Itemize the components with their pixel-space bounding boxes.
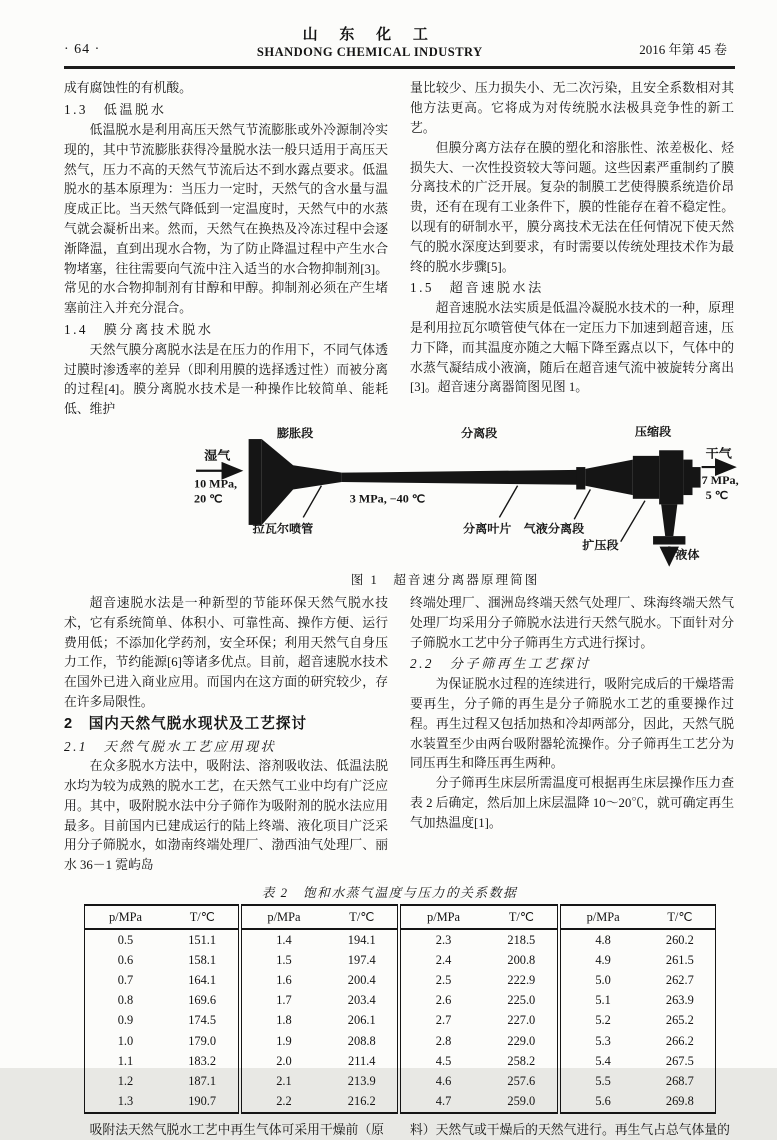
compressor-shape-a	[633, 456, 659, 499]
table-row	[84, 929, 715, 950]
table-cell: 0.8	[84, 991, 166, 1011]
inlet-plate-shape	[249, 439, 262, 525]
supersonic-separator-diagram	[192, 426, 738, 566]
leader-line	[621, 501, 645, 542]
table-cell: 216.2	[347, 1094, 376, 1109]
table-cell: 1.1	[84, 1051, 166, 1071]
table-cell: 169.6	[188, 993, 217, 1008]
figure-label-outlet-cond2: 5 ℃	[705, 489, 729, 502]
table-cell: 2.4	[399, 950, 485, 970]
table-cell: 261.5	[645, 950, 715, 970]
table-cell: 2.5	[399, 970, 485, 990]
paragraph: 超音速脱水法实质是低温冷凝脱水技术的一种，原理是利用拉瓦尔喷管使气体在一定压力下加速到超音速，压力下降，而其温度亦随之大幅下降至露点以下，气体中的水蒸气凝结成小液滴，随后在超音速气流中被旋转分离出[3]。超音速分离器简图见图 1。	[410, 301, 734, 395]
table-cell: 164.1	[188, 973, 217, 988]
table-cell: 187.1	[188, 1073, 217, 1088]
figure-1-caption: 图 1 超音速分离器原理简图	[350, 572, 540, 587]
text-block-middle	[64, 594, 735, 876]
table-cell: 4.7	[399, 1092, 485, 1113]
figure-label-separation: 分离段	[460, 427, 498, 440]
column-right-middle	[410, 594, 734, 876]
table-body	[84, 929, 715, 1113]
table-cell: 5.1	[559, 991, 645, 1011]
paragraph: 吸附法天然气脱水工艺中再生气体可采用干燥前（原	[89, 1122, 384, 1137]
paragraph: 超音速脱水法是一种新型的节能环保天然气脱水技术，它有系统简单、体积小、可靠性高、操作方便、运行费用低；不添加化学药剂，安全环保；利用天然气自身压力工作，节约能源[6]等诸多优点。目前，超音速脱水技术在国外已进入商业应用。而国内在这方面的研究较少，存在许多局限性。	[64, 595, 388, 709]
header-rule	[64, 66, 735, 69]
table-cell: 5.2	[559, 1011, 645, 1031]
table-row	[84, 991, 715, 1011]
page-number: · 64 ·	[64, 42, 101, 58]
text-block-bottom	[64, 1121, 735, 1140]
figure-1	[192, 426, 738, 588]
table-cell: 259.0	[507, 1094, 536, 1109]
table-header-row	[84, 905, 715, 929]
table-cell: 211.4	[348, 1053, 376, 1068]
table-cell: 0.5	[84, 929, 166, 950]
table-cell: 151.1	[188, 932, 217, 947]
table-2-title: 表 2 饱和水蒸气温度与压力的关系数据	[261, 886, 518, 901]
paragraph: 但膜分离方法存在膜的塑化和溶胀性、浓差极化、烃损失大、一次性投资较大等问题。这些因素严重制约了膜分离技术的广泛开展。复杂的制膜工艺使得膜系统造价昂贵，还有在现有工业条件下，膜的性能存在着不稳定性。以现有的研制水平，膜分离技术无法在任何情况下使天然气的脱水深度达到要求，有时需要以传统处理技术作为最终的脱水步骤[5]。	[410, 140, 734, 274]
table-cell: 2.3	[399, 929, 485, 950]
table-cell: 229.0	[507, 1033, 536, 1048]
table-header	[84, 905, 715, 929]
issue-volume: 2016 年第 45 卷	[639, 42, 727, 58]
table-cell: 2.7	[399, 1011, 485, 1031]
figure-label-outlet-gas: 干气	[705, 447, 732, 461]
table-cell: 158.1	[188, 952, 217, 967]
table-row	[84, 950, 715, 970]
table-cell: 2.6	[399, 991, 485, 1011]
table-cell: 194.1	[347, 932, 376, 947]
table-row	[84, 1071, 715, 1091]
figure-label-diffuser: 扩压段	[582, 539, 619, 552]
paragraph: 终端处理厂、涠洲岛终端天然气处理厂、珠海终端天然气处理厂均采用分子筛脱水法进行天然气脱水。下面针对分子筛脱水工艺中分子筛再生方式进行探讨。	[410, 595, 734, 650]
table-cell: 1.7	[240, 991, 326, 1011]
figure-label-laval: 拉瓦尔喷管	[252, 522, 314, 536]
journal-title-en: SHANDONG CHEMICAL INDUSTRY	[256, 44, 483, 59]
table-cell: 190.7	[188, 1094, 217, 1109]
paragraph: 成有腐蚀性的有机酸。	[64, 81, 192, 96]
table-cell: 5.5	[559, 1071, 645, 1091]
table-cell: 197.4	[347, 952, 376, 967]
column-right-top	[410, 79, 734, 420]
table-cell: 179.0	[188, 1033, 217, 1048]
table-cell: 206.1	[347, 1013, 376, 1028]
leader-line	[574, 489, 590, 519]
laval-nozzle-shape	[262, 439, 342, 525]
column-header: p/MPa	[559, 905, 645, 929]
figure-label-inlet-gas: 湿气	[204, 448, 231, 463]
table-cell: 1.8	[240, 1011, 326, 1031]
table-cell: 200.8	[507, 952, 536, 967]
figure-label-gas-liquid: 气液分离段	[523, 522, 585, 536]
table-cell: 268.7	[645, 1071, 715, 1091]
figure-label-outlet-cond1: 7 MPa,	[701, 474, 739, 487]
column-header: p/MPa	[399, 905, 485, 929]
figure-label-liquid: 液体	[675, 548, 700, 562]
table-2	[84, 904, 716, 1114]
separation-tube-shape	[342, 470, 579, 485]
table-row	[84, 1031, 715, 1051]
table-cell: 5.4	[559, 1051, 645, 1071]
table-cell: 1.3	[84, 1092, 166, 1113]
column-header: p/MPa	[240, 905, 326, 929]
table-cell: 1.0	[84, 1031, 166, 1051]
table-cell: 269.8	[645, 1092, 715, 1113]
table-cell: 263.9	[645, 991, 715, 1011]
paragraph: 低温脱水是利用高压天然气节流膨胀或外冷源制冷实现的，其中节流膨胀获得冷量脱水法一般只适用于高压天然气，压力不高的天然气节流后达不到水露点要求。低温脱水的基本原理为：当压力一定时，天然气的含水量与温度成正比。当天然气降低到一定温度时，天然气中的水蒸气就会凝析出来。然而，天然气在换热及冷冻过程中会逐渐降温，直到出现水合物，为了防止降温过程中产生水合物堵塞，往往需要向气流中注入适当的水合物抑制剂[3]。常见的水合物抑制剂有甘醇和甲醇。抑制剂必须在产生堵塞前注入并充分混合。	[64, 122, 388, 316]
column-left-bottom	[64, 1121, 388, 1140]
column-right-bottom	[410, 1121, 734, 1140]
table-cell: 260.2	[645, 929, 715, 950]
outlet-flange-shape	[683, 460, 692, 495]
journal-title-block	[257, 26, 483, 60]
table-cell: 5.6	[559, 1092, 645, 1113]
figure-label-inlet-cond1: 10 MPa,	[194, 477, 238, 491]
table-cell: 265.2	[645, 1011, 715, 1031]
section-heading-2-2: 2.2 分子筛再生工艺探讨	[410, 656, 591, 672]
table-cell: 266.2	[645, 1031, 715, 1051]
column-left-top	[64, 79, 388, 420]
table-row	[84, 1011, 715, 1031]
page-header	[64, 26, 735, 64]
vane-block-shape	[576, 467, 585, 489]
outlet-stub-shape	[693, 467, 701, 488]
table-cell: 1.5	[240, 950, 326, 970]
table-cell: 5.3	[559, 1031, 645, 1051]
drain-flange-shape	[653, 536, 685, 544]
diffuser-shape	[585, 460, 633, 495]
leader-line	[303, 486, 321, 518]
table-cell: 1.4	[240, 929, 326, 950]
column-header: T/℃	[486, 905, 559, 929]
table-cell: 227.0	[507, 1013, 536, 1028]
table-cell: 183.2	[188, 1053, 217, 1068]
table-cell: 0.6	[84, 950, 166, 970]
paragraph: 量比较少、压力损失小、无二次污染，且安全系数相对其他方法更高。它将成为对传统脱水法极具竞争性的新工艺。	[410, 81, 734, 135]
paragraph: 在众多脱水方法中，吸附法、溶剂吸收法、低温法脱水均为较为成熟的脱水工艺，在天然气工业中均有广泛应用。其中，吸附脱水法中分子筛作为吸附剂的脱水法应用最多。目前国内已建成运行的陆上终端、液化项目广泛采用分子筛脱水，如渤南终端处理厂、渤西油气处理厂、丽水 36－1 霓屿岛	[64, 759, 388, 873]
section-heading-2-1: 2.1 天然气脱水工艺应用现状	[64, 738, 277, 754]
table-cell: 2.8	[399, 1031, 485, 1051]
table-cell: 267.5	[645, 1051, 715, 1071]
section-heading-1-3: 1.3 低温脱水	[64, 102, 167, 118]
table-cell: 174.5	[188, 1013, 217, 1028]
column-left-middle	[64, 594, 388, 876]
figure-label-compression: 压缩段	[634, 425, 672, 439]
table-cell: 4.5	[399, 1051, 485, 1071]
table-cell: 4.8	[559, 929, 645, 950]
table-cell: 2.0	[240, 1051, 326, 1071]
table-cell: 5.0	[559, 970, 645, 990]
table-cell: 1.6	[240, 970, 326, 990]
table-cell: 0.7	[84, 970, 166, 990]
column-header: p/MPa	[84, 905, 166, 929]
drain-pipe-shape	[661, 504, 677, 536]
table-cell: 225.0	[507, 993, 536, 1008]
journal-title-cn: 山 东 化 工	[302, 27, 437, 43]
table-cell: 1.9	[240, 1031, 326, 1051]
table-cell: 208.8	[347, 1033, 376, 1048]
paragraph: 料）天然气或干燥后的天然气进行。再生气占总气体量的	[410, 1122, 730, 1137]
column-header: T/℃	[326, 905, 399, 929]
section-heading-2: 2 国内天然气脱水现状及工艺探讨	[64, 715, 308, 732]
figure-label-vane: 分离叶片	[462, 522, 512, 536]
table-cell: 203.4	[347, 993, 376, 1008]
table-cell: 222.9	[507, 973, 536, 988]
table-cell: 1.2	[84, 1071, 166, 1091]
text-block-top	[64, 79, 735, 420]
column-header: T/℃	[166, 905, 239, 929]
table-row	[84, 1051, 715, 1071]
table-cell: 0.9	[84, 1011, 166, 1031]
paragraph: 天然气膜分离脱水法是在压力的作用下，不同气体透过膜时渗透率的差异（即利用膜的选择透过性）而被分离的过程[4]。膜分离脱水技术是一种操作比较简单、能耗低、维护	[64, 342, 388, 417]
table-cell: 213.9	[347, 1073, 376, 1088]
table-cell: 4.6	[399, 1071, 485, 1091]
table-row	[84, 970, 715, 990]
table-cell: 218.5	[507, 932, 536, 947]
compressor-shape-b	[659, 450, 683, 504]
leader-line	[499, 486, 517, 518]
paragraph: 分子筛再生床层所需温度可根据再生床层操作压力查表 2 后确定，然后加上床层温降 10～20℃，就可确定再生气加热温度[1]。	[410, 776, 734, 830]
section-heading-1-5: 1.5 超音速脱水法	[410, 280, 544, 296]
section-heading-1-4: 1.4 膜分离技术脱水	[64, 321, 214, 337]
column-header: T/℃	[645, 905, 715, 929]
table-cell: 262.7	[645, 970, 715, 990]
table-cell: 258.2	[507, 1053, 536, 1068]
table-cell: 2.2	[240, 1092, 326, 1113]
figure-label-inlet-cond2: 20 ℃	[194, 492, 223, 506]
table-cell: 200.4	[347, 973, 376, 988]
figure-label-mid-cond: 3 MPa, −40 ℃	[349, 492, 426, 506]
table-cell: 2.1	[240, 1071, 326, 1091]
table-row	[84, 1092, 715, 1113]
paragraph: 为保证脱水过程的连续进行，吸附完成后的干燥塔需要再生，分子筛的再生是分子筛脱水工艺的重要操作过程。再生过程又包括加热和冷却两部分，因此，天然气脱水装置至少由两台吸附器轮流操作。分子筛再生工艺分为同压再生和降压再生两种。	[410, 677, 734, 771]
figure-label-expansion: 膨胀段	[276, 427, 314, 440]
table-cell: 4.9	[559, 950, 645, 970]
table-cell: 257.6	[507, 1073, 536, 1088]
